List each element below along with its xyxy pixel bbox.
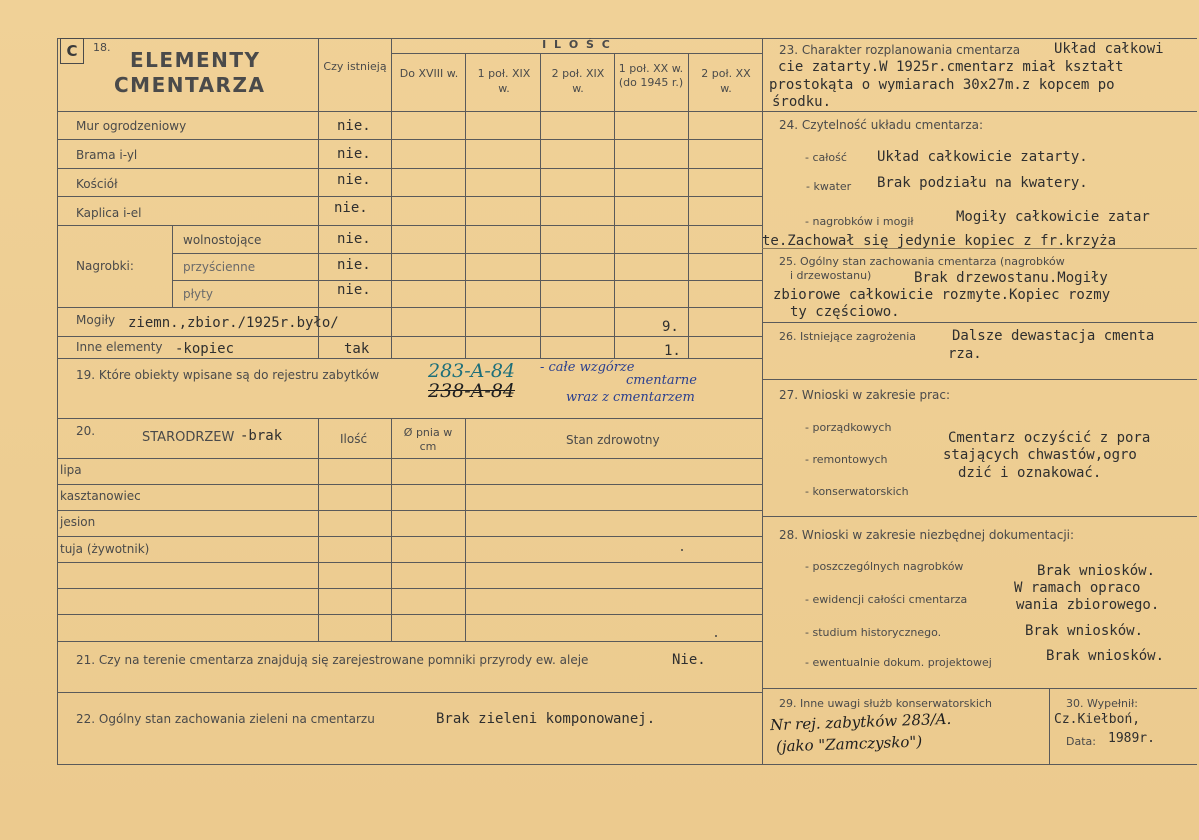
- brama-label: Brama i-yl: [76, 148, 138, 162]
- sec26-label: 26. Istniejące zagrożenia: [779, 330, 917, 343]
- sec25-line1: Brak drzewostanu.Mogiły: [914, 270, 1108, 286]
- sec24-label: 24. Czytelność układu cmentarza:: [779, 118, 984, 132]
- sec25-line2: zbiorowe całkowicie rozmyte.Kopiec rozmy: [773, 287, 1111, 303]
- sec27-line2: stających chwastów,ogro: [943, 447, 1137, 463]
- row-line: [57, 225, 762, 226]
- ilosc-header: I L O Ś C: [542, 38, 612, 51]
- sec23-label: 23. Charakter rozplanowania cmentarza: [779, 43, 1021, 57]
- sec27-kons: - konserwatorskich: [805, 485, 909, 498]
- row-line: [57, 139, 762, 140]
- sec24-kwater: Brak podziału na kwatery.: [877, 175, 1088, 191]
- row-line: [57, 510, 762, 511]
- frame-left: [57, 38, 58, 765]
- sec24-calosc: Układ całkowicie zatarty.: [877, 149, 1088, 165]
- col-1pol-xx: 1 poł. XX w. (do 1945 r.): [618, 62, 684, 89]
- sec22-answer: Brak zieleni komponowanej.: [436, 711, 656, 727]
- col-1pol-xix: 1 poł. XIX w.: [477, 67, 531, 95]
- sec21-top: [57, 641, 762, 642]
- mogily-count: 9.: [662, 319, 679, 335]
- sec24-kwater-label: - kwater: [806, 180, 852, 193]
- kosciol-label: Kościół: [76, 177, 118, 191]
- sec20-col-stan: Stan zdrowotny: [566, 433, 660, 447]
- col-do-xviii: Do XVIII w.: [399, 67, 459, 80]
- sec22-label: 22. Ogólny stan zachowania zieleni na cmentarzu: [76, 712, 375, 726]
- sec28-ew1: W ramach opraco: [1014, 580, 1141, 596]
- sec28-label: 28. Wnioski w zakresie niezbędnej dokumentacji:: [779, 528, 1075, 542]
- sec18-number: 18.: [93, 41, 111, 54]
- sec23-line4: środku.: [772, 94, 832, 110]
- sec23-line3: prostokąta o wymiarach 30x27m.z kopcem po: [769, 77, 1115, 93]
- tree-row-jesion: jesion: [60, 515, 96, 529]
- sec28-dp: Brak wniosków.: [1046, 648, 1165, 664]
- sec19-hw-line1c: cmentarne: [626, 373, 697, 388]
- sec26-line2: rza.: [948, 346, 982, 362]
- sec24-calosc-label: - całość: [805, 151, 847, 164]
- sec27-rem: - remontowych: [805, 453, 888, 466]
- sec25-label2: i drzewostanu): [790, 269, 872, 282]
- nagrobki-label: Nagrobki:: [76, 259, 134, 273]
- row-line: [57, 536, 762, 537]
- header-bottom-line: [57, 111, 762, 112]
- sec23-line1: Układ całkowi: [1054, 41, 1164, 57]
- row-line: [57, 168, 762, 169]
- sec25-label1: 25. Ogólny stan zachowania cmentarza (nagrobków: [779, 255, 1065, 268]
- sec20-header-bottom: [57, 458, 762, 459]
- sec20-col-ilosc: Ilość: [340, 432, 368, 446]
- speck: [715, 635, 717, 637]
- sec20-col-pnia: Ø pnia w cm: [403, 426, 453, 453]
- sec27-line3: dzić i oznakować.: [958, 465, 1102, 481]
- kosciol-value: nie.: [337, 172, 371, 188]
- kaplica-label: Kaplica i-el: [76, 206, 142, 220]
- frame-middle: [762, 38, 763, 765]
- sec27-line1: Cmentarz oczyścić z pora: [948, 430, 1151, 446]
- col-line: [391, 38, 392, 358]
- sec19-hw-line1b: - całe wzgórze: [540, 360, 635, 375]
- title-line2: CMENTARZA: [114, 73, 266, 97]
- mur-value: nie.: [337, 118, 371, 134]
- row-line: [57, 484, 762, 485]
- tree-row-tuja: tuja (żywotnik): [60, 542, 150, 556]
- sec28-bottom: [762, 688, 1197, 689]
- row-line: [172, 280, 762, 281]
- ilosc-underline: [391, 53, 762, 54]
- frame-bottom: [57, 764, 1197, 765]
- sec28-ew2: wania zbiorowego.: [1016, 597, 1160, 613]
- row-line: [57, 562, 762, 563]
- plyty-value: nie.: [337, 282, 371, 298]
- title-line1: ELEMENTY: [130, 48, 261, 72]
- tree-row-kasztanowiec: kasztanowiec: [60, 489, 141, 503]
- mur-label: Mur ogrodzeniowy: [76, 119, 187, 133]
- inne-count: 1.: [664, 343, 681, 359]
- sec29-hw2: (jako "Zamczysko"): [775, 732, 923, 756]
- col-line: [465, 53, 466, 358]
- sec19-hw-line3: wraz z cmentarzem: [566, 390, 695, 405]
- sec19-hw-line2: 238-A-84: [428, 380, 516, 402]
- sec30-data-label: Data:: [1066, 735, 1096, 748]
- sec27-porz: - porządkowych: [805, 421, 892, 434]
- inne-value: tak: [344, 341, 370, 357]
- mogily-typed: ziemn.,zbior./1925r.było/: [128, 315, 339, 331]
- inne-label: Inne elementy: [76, 340, 163, 354]
- row-line: [172, 253, 762, 254]
- sec21-answer: Nie.: [672, 652, 706, 668]
- przyscienne-label: przyścienne: [183, 260, 256, 274]
- czy-istnieja-header: Czy istnieją: [323, 60, 387, 73]
- sec22-top: [57, 692, 762, 693]
- sec30-label: 30. Wypełnił:: [1066, 697, 1138, 710]
- sec26-line1: Dalsze dewastacja cmenta: [952, 328, 1155, 344]
- col-line: [318, 38, 319, 358]
- sec24-nagrobkow: Mogiły całkowicie zatar: [956, 209, 1150, 225]
- inne-typed: -kopiec: [175, 341, 235, 357]
- tree-row-lipa: lipa: [60, 463, 82, 477]
- wolnostojace-value: nie.: [337, 231, 371, 247]
- sec28-dp-label: - ewentualnie dokum. projektowej: [805, 656, 992, 669]
- sec28-sh: Brak wniosków.: [1025, 623, 1144, 639]
- przyscienne-value: nie.: [337, 257, 371, 273]
- speck: [681, 549, 683, 551]
- row-line: [57, 336, 762, 337]
- row-line: [57, 358, 762, 359]
- sec25-line3: ty częściowo.: [790, 304, 900, 320]
- col-line: [318, 418, 319, 641]
- kaplica-value: nie.: [334, 200, 368, 216]
- row-line: [57, 588, 762, 589]
- sec20-header: STARODRZEW: [142, 430, 235, 445]
- col-line: [688, 53, 689, 358]
- mogily-label: Mogiły: [76, 313, 116, 327]
- nagrobki-split: [172, 225, 173, 307]
- sec24-nagrobkow2: te.Zachował się jedynie kopiec z fr.krzyża: [762, 233, 1117, 249]
- sec25-bottom: [762, 322, 1197, 323]
- sec30-data: 1989r.: [1108, 731, 1155, 746]
- sec21-label: 21. Czy na terenie cmentarza znajdują się zarejestrowane pomniki przyrody ew. aleje: [76, 653, 589, 667]
- sec28-pn: Brak wniosków.: [1037, 563, 1156, 579]
- row-line: [57, 307, 762, 308]
- sec19-label: 19. Które obiekty wpisane są do rejestru zabytków: [76, 368, 380, 382]
- sec23-bottom: [762, 111, 1197, 112]
- col-2pol-xix: 2 poł. XIX w.: [551, 67, 605, 95]
- card-letter-box: C: [60, 38, 84, 64]
- wolnostojace-label: wolnostojące: [183, 233, 262, 247]
- sec26-bottom: [762, 379, 1197, 380]
- row-line: [57, 196, 762, 197]
- sec28-pn-label: - poszczególnych nagrobków: [805, 560, 964, 573]
- sec30-name: Cz.Kiełboń,: [1054, 712, 1141, 727]
- col-line: [465, 418, 466, 641]
- row-line: [57, 614, 762, 615]
- sec28-sh-label: - studium historycznego.: [805, 626, 942, 639]
- col-line: [540, 53, 541, 358]
- sec29-hw1: Nr rej. zabytków 283/A.: [769, 709, 952, 735]
- col-line: [614, 53, 615, 358]
- sec29-30-split: [1049, 688, 1050, 765]
- brama-value: nie.: [337, 146, 371, 162]
- plyty-label: płyty: [183, 287, 213, 301]
- sec24-nagrobkow-label: - nagrobków i mogił: [805, 215, 914, 228]
- sec19-hw-line1: 283-A-84: [428, 360, 516, 382]
- col-2pol-xx: 2 poł. XX w.: [701, 67, 751, 95]
- sec20-typed: -brak: [240, 428, 283, 444]
- sec23-line2: cie zatarty.W 1925r.cmentarz miał kształt: [778, 59, 1124, 75]
- sec27-bottom: [762, 516, 1197, 517]
- col-line: [391, 418, 392, 641]
- sec28-ew-label: - ewidencji całości cmentarza: [805, 593, 968, 606]
- sec20-number: 20.: [76, 424, 96, 438]
- sec19-bottom: [57, 418, 762, 419]
- sec29-label: 29. Inne uwagi służb konserwatorskich: [779, 697, 992, 710]
- sec27-label: 27. Wnioski w zakresie prac:: [779, 388, 951, 402]
